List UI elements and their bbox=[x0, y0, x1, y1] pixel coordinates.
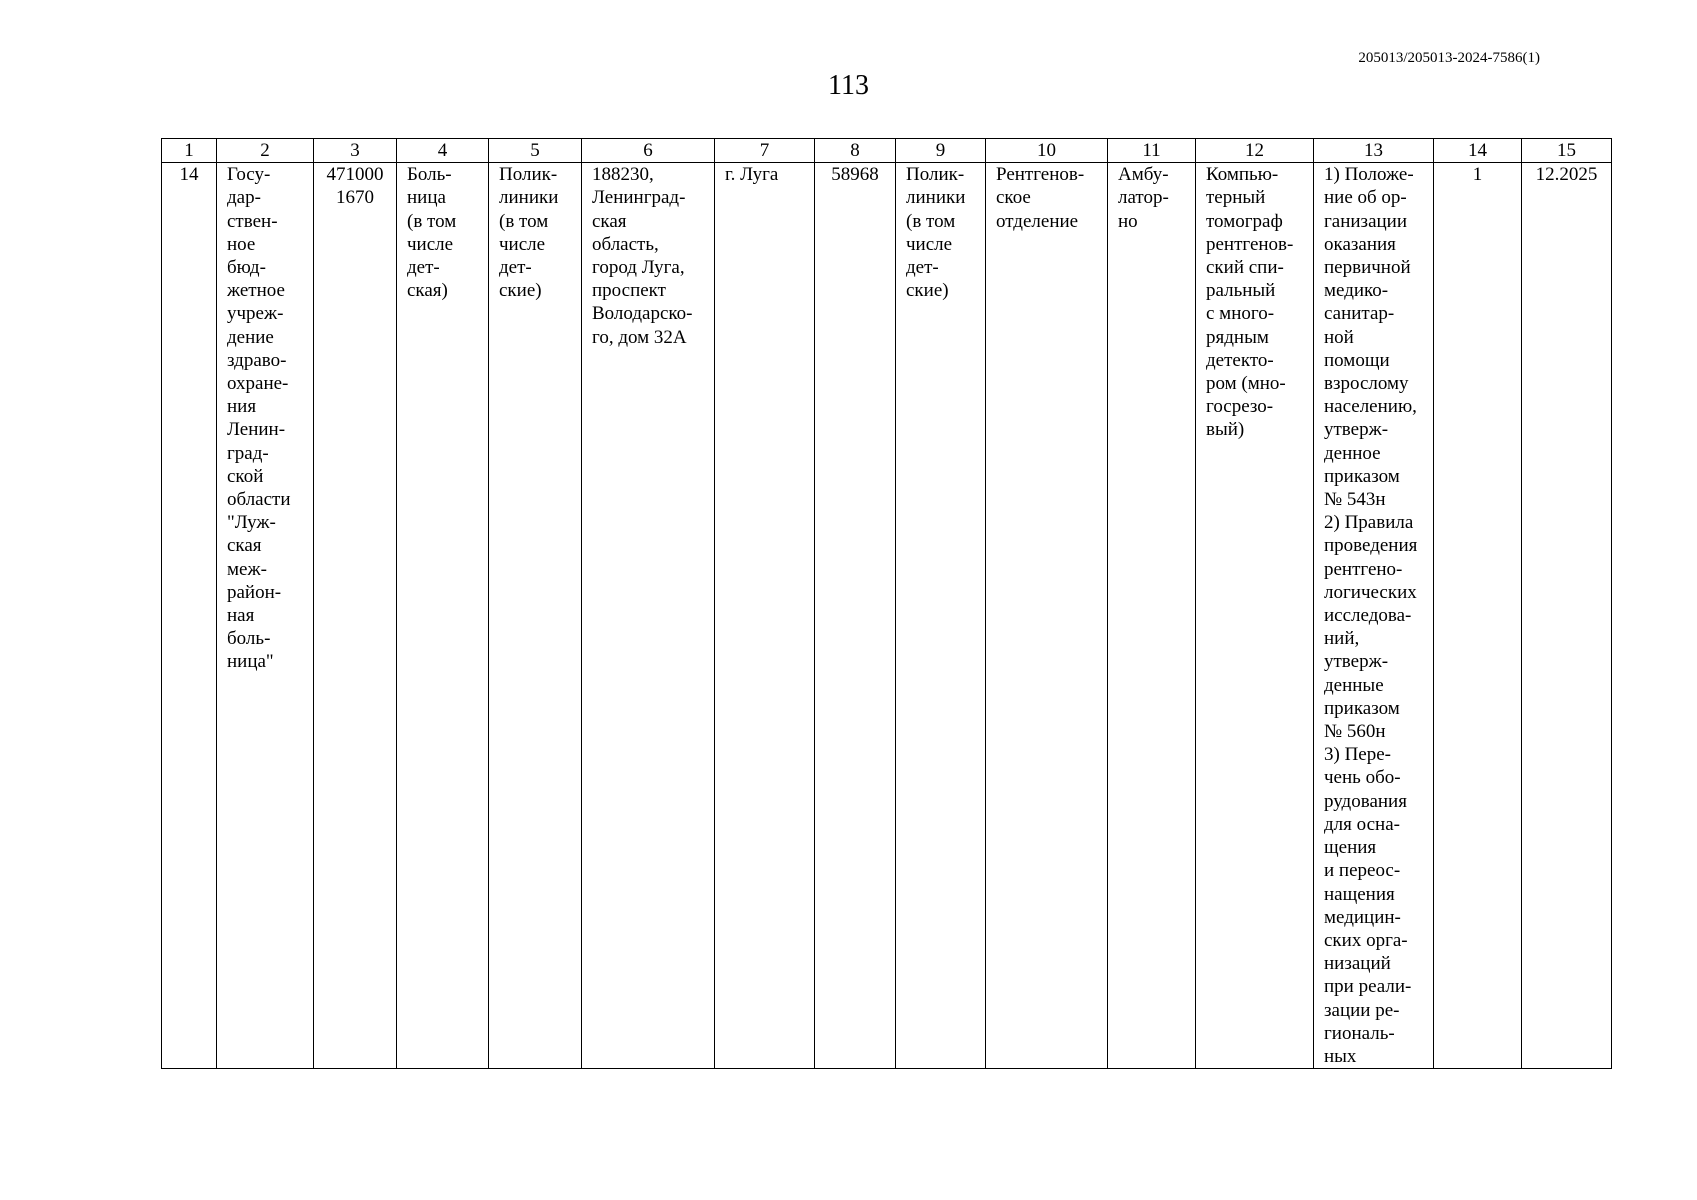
cell-subdivision: Полик- линики (в том числе дет- ские) bbox=[489, 163, 582, 1069]
col-header-15: 15 bbox=[1522, 139, 1612, 163]
cell-city: г. Луга bbox=[715, 163, 815, 1069]
cell-department: Рентгенов- ское отделение bbox=[986, 163, 1108, 1069]
col-header-6: 6 bbox=[582, 139, 715, 163]
col-header-9: 9 bbox=[896, 139, 986, 163]
cell-row-number: 14 bbox=[162, 163, 217, 1069]
cell-number: 58968 bbox=[815, 163, 896, 1069]
cell-inn: 471000 1670 bbox=[314, 163, 397, 1069]
page-number: 113 bbox=[828, 70, 869, 101]
cell-organization-name: Госу- дар- ствен- ное бюд- жетное учреж- дение здраво- охране- ния Ленин- град- ской области "Луж- ская меж- район- ная боль- ница" bbox=[217, 163, 314, 1069]
col-header-5: 5 bbox=[489, 139, 582, 163]
col-header-10: 10 bbox=[986, 139, 1108, 163]
cell-care-conditions: Амбу- латор- но bbox=[1108, 163, 1196, 1069]
cell-quantity: 1 bbox=[1434, 163, 1522, 1069]
cell-regulations: 1) Положе- ние об ор- ганизации оказания первичной медико- санитар- ной помощи взрослому населению, утверж- денное приказом № 543н 2) Правила проведения рентгено- логических исследова- ний, утверж- денные приказом № 560н 3) Пере- чень обо- рудования для осна- щения и переос- нащения медицин- ских орга- низаций при реали- зации ре- гиональ- ных bbox=[1314, 163, 1434, 1069]
col-header-11: 11 bbox=[1108, 139, 1196, 163]
table-row bbox=[162, 163, 1612, 1069]
cell-unit: Полик- линики (в том числе дет- ские) bbox=[896, 163, 986, 1069]
header-row bbox=[162, 139, 1612, 163]
col-header-12: 12 bbox=[1196, 139, 1314, 163]
cell-date: 12.2025 bbox=[1522, 163, 1612, 1069]
col-header-1: 1 bbox=[162, 139, 217, 163]
col-header-7: 7 bbox=[715, 139, 815, 163]
col-header-3: 3 bbox=[314, 139, 397, 163]
col-header-2: 2 bbox=[217, 139, 314, 163]
cell-address: 188230, Ленинград- ская область, город Луга, проспект Володарско- го, дом 32А bbox=[582, 163, 715, 1069]
col-header-14: 14 bbox=[1434, 139, 1522, 163]
col-header-8: 8 bbox=[815, 139, 896, 163]
col-header-13: 13 bbox=[1314, 139, 1434, 163]
col-header-4: 4 bbox=[397, 139, 489, 163]
document-reference: 205013/205013-2024-7586(1) bbox=[1358, 50, 1540, 66]
data-table bbox=[161, 138, 1612, 1069]
cell-org-type: Боль- ница (в том числе дет- ская) bbox=[397, 163, 489, 1069]
cell-equipment: Компью- терный томограф рентгенов- ский спи- ральный с много- рядным детекто- ром (мно- госрезо- вый) bbox=[1196, 163, 1314, 1069]
